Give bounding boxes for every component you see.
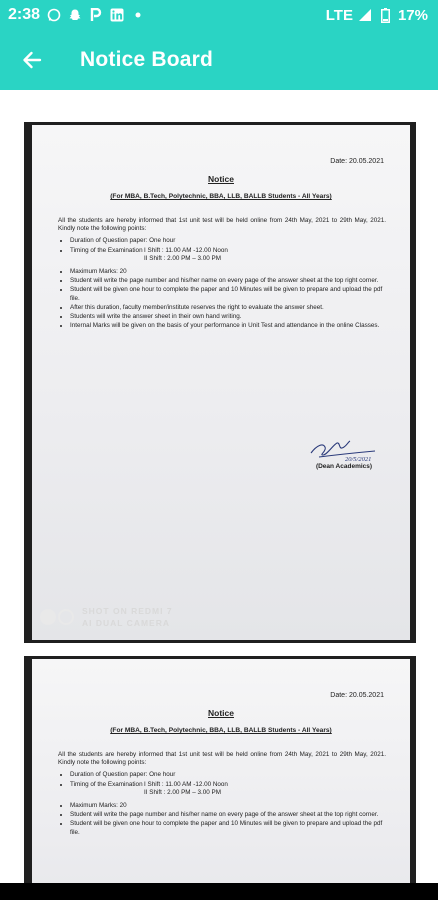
signature-block bbox=[304, 435, 384, 470]
timing-label: • Timing of the Examination bbox=[70, 780, 143, 788]
notice-image[interactable] bbox=[24, 122, 416, 643]
notice-body bbox=[58, 751, 386, 842]
paytm-icon bbox=[88, 8, 103, 23]
signal-icon bbox=[358, 8, 373, 23]
arrow-left-icon bbox=[22, 50, 42, 70]
notice-subtitle: (For MBA, B.Tech, Polytechnic, BBA, LLB, BALLB Students - All Years) bbox=[110, 193, 332, 200]
notice-points-b bbox=[70, 802, 386, 837]
notice-point-timing bbox=[70, 247, 386, 263]
shift-1: I Shift : 11.00 AM -12.00 Noon bbox=[144, 780, 228, 788]
notice-list[interactable] bbox=[0, 90, 438, 883]
status-bar bbox=[0, 0, 438, 30]
camera-watermark bbox=[40, 605, 173, 629]
notice-date: Date: 20.05.2021 bbox=[330, 158, 384, 165]
watermark-line-1: SHOT ON REDMI 7 bbox=[82, 606, 173, 616]
notice-image[interactable] bbox=[24, 656, 416, 883]
notice-point: • Internal Marks will be given on the basis of your performance in Unit Test and attendance in the online Classes. bbox=[70, 322, 386, 330]
system-nav-bar bbox=[0, 883, 438, 900]
shift-1: I Shift : 11.00 AM -12.00 Noon bbox=[144, 246, 228, 254]
signatory: (Dean Academics) bbox=[315, 463, 373, 470]
notice-points-a bbox=[70, 237, 386, 263]
watermark-text bbox=[82, 605, 173, 629]
back-button[interactable] bbox=[0, 30, 64, 90]
status-left bbox=[8, 6, 145, 24]
network-label: LTE bbox=[325, 6, 353, 24]
dot-icon bbox=[130, 8, 145, 23]
notice-date: Date: 20.05.2021 bbox=[330, 692, 384, 699]
notice-points-b bbox=[70, 268, 386, 330]
notice-point: • Students will write the answer sheet in their own hand writing. bbox=[70, 313, 386, 321]
shift-2: II Shift : 2.00 PM – 3.00 PM bbox=[144, 254, 221, 262]
timing-label: • Timing of the Examination bbox=[70, 246, 143, 254]
notice-point: • Student will be given one hour to complete the paper and 10 Minutes will be given to prepare and upload the pdf file. bbox=[70, 286, 386, 302]
notice-point: • Student will write the page number and his/her name on every page of the answer sheet at the top right corner. bbox=[70, 277, 386, 285]
status-time: 2:38 bbox=[8, 6, 41, 23]
notice-point: • Maximum Marks: 20 bbox=[70, 268, 386, 276]
linkedin-icon bbox=[109, 8, 124, 23]
page-title: Notice Board bbox=[80, 48, 214, 71]
battery-icon bbox=[378, 8, 393, 23]
app-bar bbox=[0, 30, 438, 90]
notice-point: • Maximum Marks: 20 bbox=[70, 802, 386, 810]
snapchat-icon bbox=[67, 8, 82, 23]
watermark-line-2: AI DUAL CAMERA bbox=[82, 618, 170, 628]
notice-title: Notice bbox=[208, 174, 234, 184]
signature-date: 20/5/2021 bbox=[345, 456, 372, 463]
notice-point: • Duration of Question paper: One hour bbox=[70, 237, 386, 245]
notice-points-a bbox=[70, 771, 386, 797]
notice-intro: All the students are hereby informed that 1st unit test will be held online from 24th May, 2021 to 29th May, 2021. Kindly note the following points: bbox=[58, 217, 386, 233]
notice-paper bbox=[32, 659, 410, 883]
notice-paper bbox=[32, 125, 410, 640]
shift-2: II Shift : 2.00 PM – 3.00 PM bbox=[144, 788, 221, 796]
status-right bbox=[326, 7, 428, 24]
camera-dots-icon bbox=[40, 609, 74, 625]
notice-point: • After this duration, faculty member/institute reserves the right to evaluate the answer sheet. bbox=[70, 304, 386, 312]
notice-subtitle: (For MBA, B.Tech, Polytechnic, BBA, LLB, BALLB Students - All Years) bbox=[110, 727, 332, 734]
signature-mark bbox=[305, 435, 383, 463]
notice-body bbox=[58, 217, 386, 335]
notice-title: Notice bbox=[208, 708, 234, 718]
notice-point: • Student will be given one hour to complete the paper and 10 Minutes will be given to prepare and upload the pdf file. bbox=[70, 820, 386, 836]
notice-point-timing bbox=[70, 781, 386, 797]
whatsapp-icon bbox=[46, 8, 61, 23]
battery-percent: 17% bbox=[397, 6, 428, 24]
notice-point: • Student will write the page number and his/her name on every page of the answer sheet at the top right corner. bbox=[70, 811, 386, 819]
notice-point: • Duration of Question paper: One hour bbox=[70, 771, 386, 779]
notice-intro: All the students are hereby informed that 1st unit test will be held online from 24th May, 2021 to 29th May, 2021. Kindly note the following points: bbox=[58, 751, 386, 767]
